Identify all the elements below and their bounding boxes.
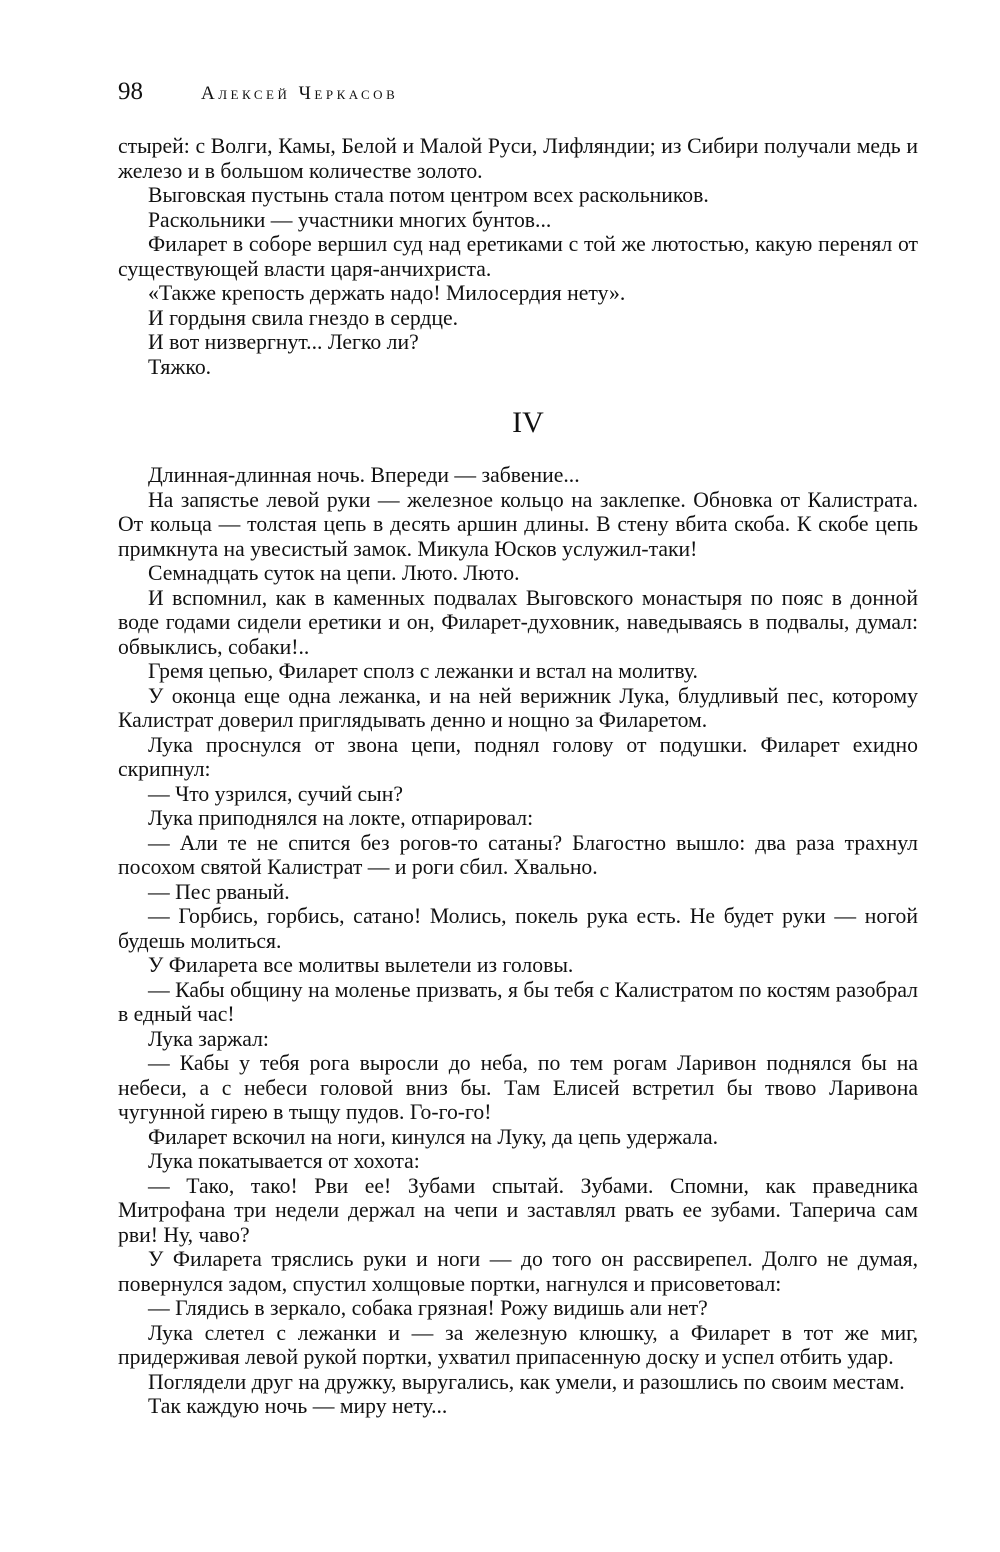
dialogue-line: — Пес рваный. (148, 879, 290, 904)
dialogue-line: — Тако, тако! Рви ее! Зубами спытай. Зубами. Спомни, как праведника Митрофана три недели держал на чепи и заставлял рвать ее зубами. Таперича сам рви! Ну, чаво? (118, 1173, 918, 1247)
paragraph: Филарет вскочил на ноги, кинулся на Луку, да цепь удержала. (148, 1124, 719, 1149)
dialogue-line: — Глядись в зеркало, собака грязная! Рожу видишь али нет? (148, 1296, 708, 1320)
book-page (118, 78, 918, 1419)
paragraph: Лука приподнялся на локте, отпарировал: (148, 806, 534, 830)
dialogue-line: — Горбись, горбись, сатано! Молись, покель рука есть. Не будет руки — ногой будешь молиться. (118, 904, 918, 953)
dialogue-line: — Что узрился, сучий сын? (148, 781, 403, 806)
dialogue-line: — Кабы у тебя рога выросли до неба, по тем рогам Ларивон поднялся бы на небеси, а с небеси головой вниз бы. Там Елисей встретил бы твово Ларивона чугунной гирею в тыщу пудов. Го-го-го! (118, 1051, 918, 1124)
paragraph: Лука покатывается от хохота: (148, 1149, 420, 1173)
paragraph: Тяжко. (148, 354, 212, 379)
paragraph: стырей: с Волги, Камы, Белой и Малой Руси, Лифляндии; из Сибири получали медь и железо и в большом количестве золото. (118, 134, 918, 183)
paragraph: Выговская пустынь стала потом центром всех раскольников. (148, 183, 709, 207)
running-header (118, 78, 918, 122)
paragraph: И вот низвергнут... Легко ли? (148, 330, 419, 354)
body-text (118, 134, 918, 1419)
paragraph: У оконца еще одна лежанка, и на ней верижник Лука, блудливый пес, которому Калистрат доверил приглядывать денно и нощно за Филаретом. (118, 683, 918, 732)
paragraph: И вспомнил, как в каменных подвалах Выговского монастыря по пояс в донной воде годами сидели еретики и он, Филарет-духовник, наведываясь в подвалы, думал: обвыклись, собаки!.. (118, 585, 918, 659)
dialogue-line: — Али те не спится без рогов-то сатаны? Благостно вышло: два раза трахнул посохом святой Калистрат — и роги сбил. Хвально. (118, 830, 918, 879)
paragraph: «Также крепость держать надо! Милосердия нету». (148, 281, 626, 305)
chapter-heading: IV (512, 406, 544, 439)
paragraph: Раскольники — участники многих бунтов... (148, 207, 552, 232)
paragraph: Гремя цепью, Филарет сполз с лежанки и встал на молитву. (148, 659, 698, 683)
paragraph: Семнадцать суток на цепи. Люто. Люто. (148, 561, 520, 585)
paragraph: У Филарета все молитвы вылетели из головы. (148, 953, 574, 977)
paragraph: Поглядели друг на дружку, выругались, как умели, и разошлись по своим местам. (148, 1369, 905, 1394)
paragraph: И гордыня свила гнездо в сердце. (148, 305, 459, 330)
page-number: 98 (118, 78, 143, 105)
paragraph: Филарет в соборе вершил суд над еретиками с той же лютостью, какую перенял от существующей власти царя-анчихриста. (118, 232, 918, 281)
paragraph: Лука проснулся от звона цепи, поднял голову от подушки. Филарет ехидно скрипнул: (118, 732, 918, 781)
dialogue-line: — Кабы общину на моленье призвать, я бы тебя с Калистратом по костям разобрал в едный час! (118, 977, 918, 1026)
paragraph: Лука заржал: (148, 1026, 269, 1051)
paragraph: Длинная-длинная ночь. Впереди — забвение... (148, 463, 580, 487)
paragraph: Так каждую ночь — миру нету... (148, 1394, 448, 1418)
running-head-author: Алексей Черкасов (201, 83, 399, 104)
paragraph: На запястье левой руки — железное кольцо на заклепке. Обновка от Калистрата. От кольца — толстая цепь в десять аршин длины. В стену вбита скоба. К скобе цепь примкнута на увесистый замок. Микула Юсков услужил-таки! (118, 487, 918, 561)
paragraph: У Филарета тряслись руки и ноги — до того он рассвирепел. Долго не думая, повернулся задом, спустил холщовые портки, нагнулся и присоветовал: (118, 1247, 918, 1296)
paragraph: Лука слетел с лежанки и — за железную клюшку, а Филарет в тот же миг, придерживая левой рукой портки, ухватил припасенную доску и успел отбить удар. (118, 1320, 918, 1369)
